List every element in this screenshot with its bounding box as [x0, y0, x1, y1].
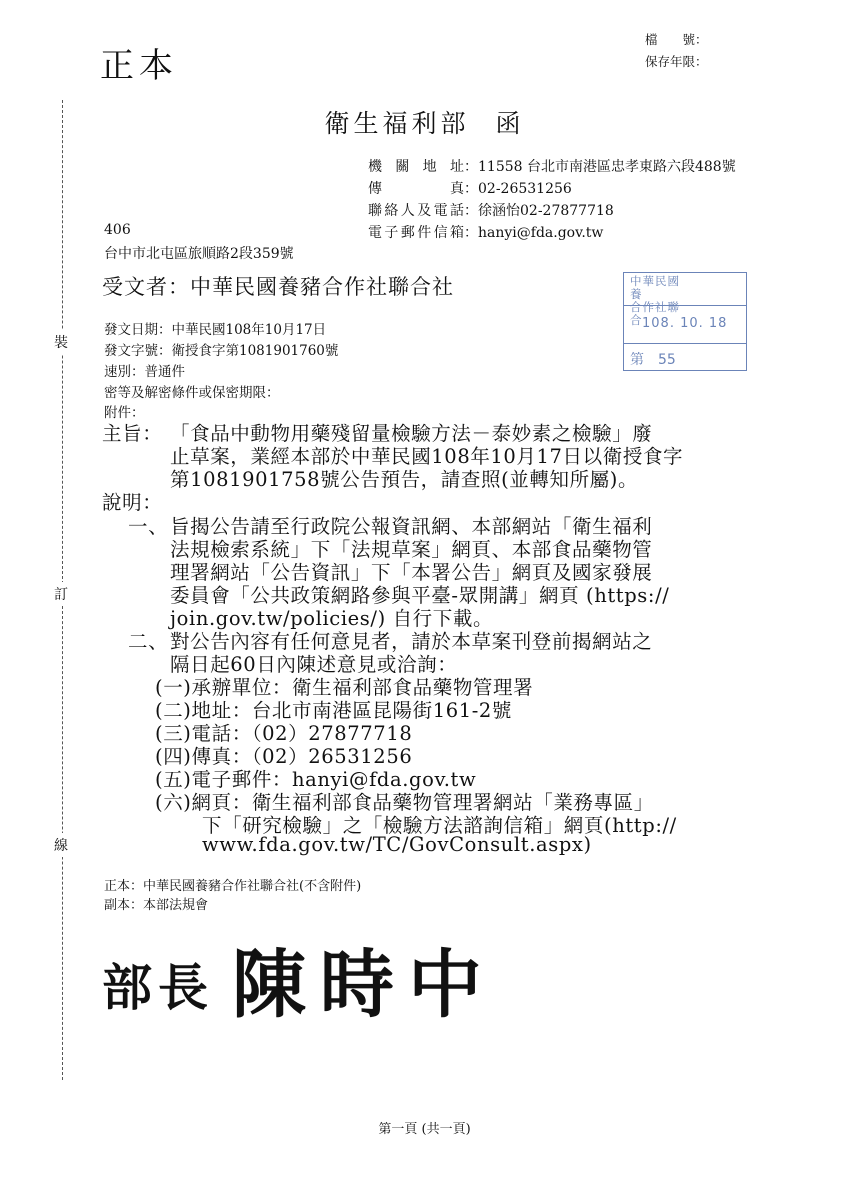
stamp-org-line1: 中華民國養 — [630, 274, 680, 301]
stamp-org-line2: 合作社聯合 — [630, 300, 680, 327]
contact-unit: (一)承辦單位：衛生福利部食品藥物管理署 — [155, 676, 534, 699]
explanation-item2-line2: 隔日起60日內陳述意見或洽詢： — [170, 653, 458, 676]
retention-period: 保存年限： — [645, 54, 708, 69]
subject-label: 主旨： — [102, 422, 163, 445]
attachments: 附件： — [104, 405, 145, 421]
agency-email-value: ：hanyi@fda.gov.tw — [464, 225, 604, 241]
agency-contact-label: 聯絡人及電話 — [368, 203, 464, 219]
archive-number: 檔 號： — [645, 32, 708, 47]
received-stamp — [623, 272, 747, 371]
stamp-number: 第 55 — [630, 352, 676, 368]
classification: 密等及解密條件或保密期限： — [104, 385, 280, 401]
agency-email-label: 電子郵件信箱 — [368, 225, 464, 241]
postal-code: 406 — [104, 222, 131, 238]
subject-line-2: 止草案，業經本部於中華民國108年10月17日以衛授食字 — [170, 445, 684, 468]
signature-title: 部長 — [102, 958, 214, 1017]
contact-email: (五)電子郵件：hanyi@fda.gov.tw — [155, 768, 477, 791]
explanation-item2-line1: 對公告內容有任何意見者，請於本草案刊登前揭網站之 — [170, 630, 653, 653]
explanation-label: 說明： — [102, 491, 163, 514]
copy-recipient: 副本：本部法規會 — [104, 898, 209, 913]
explanation-item1-line1: 旨揭公告請至行政院公報資訊網、本部網站「衛生福利 — [170, 515, 653, 538]
document-type: 函 — [495, 109, 525, 138]
contact-webpage: (六)網頁：衛生福利部食品藥物管理署網站「業務專區」 — [155, 791, 654, 814]
agency-name: 衛生福利部 — [324, 109, 470, 138]
agency-address — [368, 156, 736, 176]
contact-phone: (三)電話：（02）27877718 — [155, 722, 413, 745]
explanation-item1-line4: 委員會「公共政策網路參與平臺-眾開講」網頁 (https:// — [170, 584, 670, 607]
binding-label-line: 線 — [54, 833, 68, 857]
binding-label-staple: 訂 — [54, 582, 68, 606]
page-number: 第一頁 (共一頁) — [378, 1122, 471, 1137]
agency-address-label: 機關地址 — [368, 159, 464, 175]
document-title — [0, 104, 849, 140]
subject-line-3: 第1081901758號公告預告，請查照(並轉知所屬)。 — [170, 468, 639, 491]
binding-label-bind: 裝 — [54, 330, 68, 354]
urgency: 速別：普通件 — [104, 364, 185, 380]
stamp-date: 108. 10. 18 — [642, 316, 728, 331]
original-recipient: 正本：中華民國養豬合作社聯合社(不含附件) — [104, 879, 362, 894]
agency-contact — [368, 200, 614, 220]
contact-webpage-cont2: www.fda.gov.tw/TC/GovConsult.aspx) — [202, 833, 592, 856]
explanation-item2-marker: 二、 — [128, 630, 169, 653]
contact-fax: (四)傳真：（02）26531256 — [155, 745, 413, 768]
recipient-address: 台中市北屯區旅順路2段359號 — [104, 246, 294, 262]
contact-webpage-cont1: 下「研究檢驗」之「檢驗方法諮詢信箱」網頁(http:// — [202, 814, 677, 837]
explanation-item1-line5: join.gov.tw/policies/) 自行下載。 — [170, 607, 494, 630]
minister-signature — [100, 918, 520, 1028]
document-number: 發文字號：衛授食字第1081901760號 — [104, 343, 339, 359]
signature-name: 陳時中 — [232, 942, 496, 1028]
agency-contact-value: ：徐涵怡02-27877718 — [464, 203, 614, 219]
agency-fax-value: ：02-26531256 — [464, 181, 572, 197]
explanation-item1-marker: 一、 — [128, 515, 169, 538]
recipient: 受文者：中華民國養豬合作社聯合社 — [102, 275, 454, 299]
agency-address-value: ：11558 台北市南港區忠孝東路六段488號 — [464, 159, 736, 175]
explanation-item1-line2: 法規檢索系統」下「法規草案」網頁、本部食品藥物管 — [170, 538, 653, 561]
contact-address: (二)地址：台北市南港區昆陽街161-2號 — [155, 699, 513, 722]
issue-date: 發文日期：中華民國108年10月17日 — [104, 322, 327, 338]
agency-email — [368, 222, 603, 242]
copy-mark: 正本 — [100, 46, 178, 86]
agency-fax-label: 傳 真 — [368, 181, 464, 197]
subject-line-1: 「食品中動物用藥殘留量檢驗方法－泰妙素之檢驗」廢 — [170, 422, 653, 445]
agency-fax — [368, 178, 572, 198]
explanation-item1-line3: 理署網站「公告資訊」下「本署公告」網頁及國家發展 — [170, 561, 653, 584]
